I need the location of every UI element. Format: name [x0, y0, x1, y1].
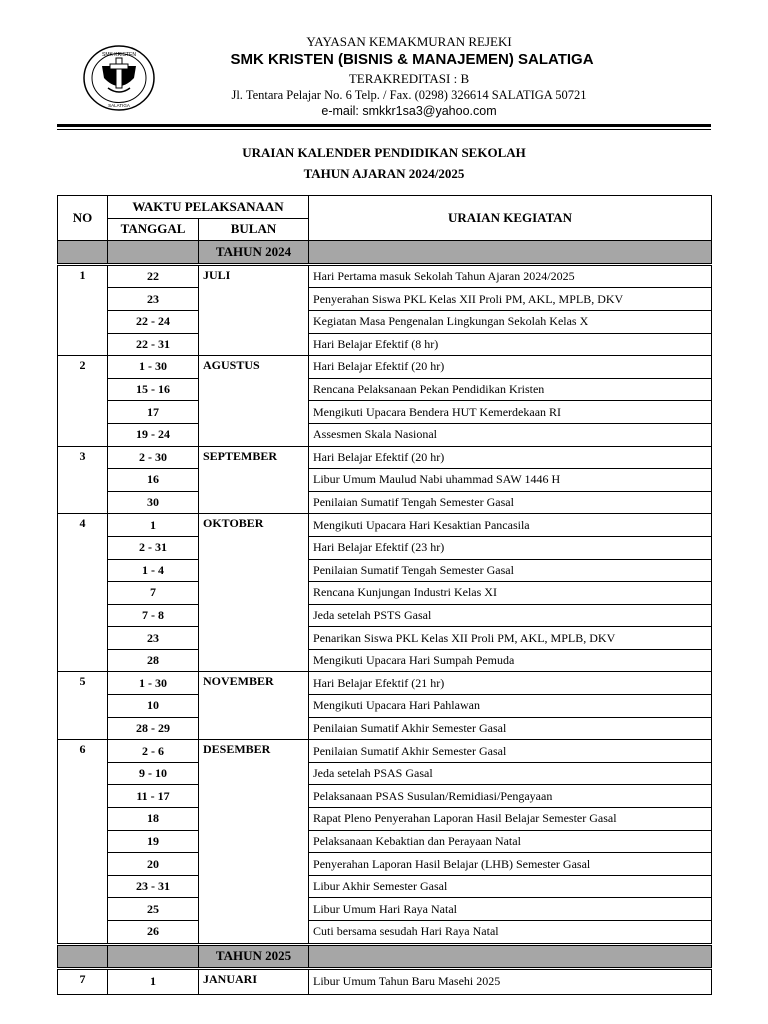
row-month: AGUSTUS: [199, 356, 309, 446]
row-activity: Hari Belajar Efektif (20 hr): [309, 446, 712, 469]
header-rule-thick: [57, 124, 711, 127]
row-date: 22 - 24: [108, 310, 199, 333]
email: e-mail: smkkr1sa3@yahoo.com: [321, 104, 497, 118]
table-row: [58, 717, 712, 740]
table-row: [58, 649, 712, 672]
table-row: [58, 536, 712, 559]
table-row: [58, 970, 712, 995]
header-tanggal: TANGGAL: [108, 218, 199, 241]
row-date: 28 - 29: [108, 717, 199, 740]
table-row: [58, 401, 712, 424]
table-row: [58, 672, 712, 695]
row-activity: Assesmen Skala Nasional: [309, 423, 712, 446]
row-activity: Hari Belajar Efektif (20 hr): [309, 356, 712, 379]
accreditation: TERAKREDITASI : B: [348, 71, 470, 86]
table-row: [58, 491, 712, 514]
row-number: 1: [58, 265, 108, 355]
table-row: [58, 604, 712, 627]
row-date: 1: [108, 970, 199, 995]
table-row: [58, 514, 712, 537]
row-date: 23: [108, 627, 199, 650]
row-date: 18: [108, 808, 199, 831]
row-activity: Mengikuti Upacara Hari Kesaktian Pancasila: [309, 514, 712, 537]
row-activity: Pelaksanaan Kebaktian dan Perayaan Natal: [309, 830, 712, 853]
header-bulan: BULAN: [199, 218, 309, 241]
row-date: 15 - 16: [108, 378, 199, 401]
row-month: SEPTEMBER: [199, 446, 309, 514]
row-date: 7 - 8: [108, 604, 199, 627]
row-month: NOVEMBER: [199, 672, 309, 740]
row-date: 20: [108, 853, 199, 876]
year-label: TAHUN 2025: [199, 945, 309, 968]
row-date: 25: [108, 898, 199, 921]
row-date: 26: [108, 921, 199, 944]
foundation-name: YAYASAN KEMAKMURAN REJEKI: [306, 34, 512, 49]
row-date: 28: [108, 649, 199, 672]
row-activity: Cuti bersama sesudah Hari Raya Natal: [309, 921, 712, 944]
header-no: NO: [58, 196, 108, 241]
table-row: [58, 265, 712, 288]
row-activity: Penyerahan Siswa PKL Kelas XII Proli PM, AKL, MPLB, DKV: [309, 288, 712, 311]
row-month: JULI: [199, 265, 309, 355]
row-activity: Hari Pertama masuk Sekolah Tahun Ajaran 2024/2025: [309, 265, 712, 288]
table-row: [58, 356, 712, 379]
row-activity: Penilaian Sumatif Tengah Semester Gasal: [309, 491, 712, 514]
row-month: JANUARI: [199, 970, 309, 995]
row-activity: Libur Umum Tahun Baru Masehi 2025: [309, 970, 712, 995]
row-date: 16: [108, 469, 199, 492]
row-date: 10: [108, 695, 199, 718]
row-date: 7: [108, 582, 199, 605]
row-activity: Penilaian Sumatif Akhir Semester Gasal: [309, 717, 712, 740]
row-number: 4: [58, 514, 108, 672]
table-row: [58, 559, 712, 582]
row-activity: Penarikan Siswa PKL Kelas XII Proli PM, AKL, MPLB, DKV: [309, 627, 712, 650]
row-date: 1 - 30: [108, 356, 199, 379]
table-row: [58, 853, 712, 876]
table-row: [58, 310, 712, 333]
table-row: [58, 740, 712, 763]
calendar-table: [57, 195, 712, 995]
row-date: 11 - 17: [108, 785, 199, 808]
row-date: 2 - 31: [108, 536, 199, 559]
row-date: 19: [108, 830, 199, 853]
row-activity: Pelaksanaan PSAS Susulan/Remidiasi/Pengayaan: [309, 785, 712, 808]
table-row: [58, 582, 712, 605]
row-date: 30: [108, 491, 199, 514]
row-date: 1 - 4: [108, 559, 199, 582]
year-label: TAHUN 2024: [199, 241, 309, 264]
row-date: 19 - 24: [108, 423, 199, 446]
row-activity: Penilaian Sumatif Tengah Semester Gasal: [309, 559, 712, 582]
table-row: [58, 762, 712, 785]
row-number: 7: [58, 970, 108, 995]
header-waktu: WAKTU PELAKSANAAN: [108, 196, 309, 219]
table-row: [58, 785, 712, 808]
row-activity: Hari Belajar Efektif (21 hr): [309, 672, 712, 695]
row-activity: Hari Belajar Efektif (23 hr): [309, 536, 712, 559]
address: Jl. Tentara Pelajar No. 6 Telp. / Fax. (0298) 326614 SALATIGA 50721: [231, 88, 587, 102]
row-number: 5: [58, 672, 108, 740]
row-date: 22 - 31: [108, 333, 199, 356]
row-date: 9 - 10: [108, 762, 199, 785]
row-activity: Libur Umum Maulud Nabi uhammad SAW 1446 H: [309, 469, 712, 492]
table-row: [58, 875, 712, 898]
table-row: [58, 808, 712, 831]
row-activity: Penyerahan Laporan Hasil Belajar (LHB) Semester Gasal: [309, 853, 712, 876]
table-row: [58, 830, 712, 853]
row-number: 2: [58, 356, 108, 446]
logo-text-bottom: SALATIGA: [108, 103, 130, 108]
table-row: [58, 695, 712, 718]
row-activity: Libur Akhir Semester Gasal: [309, 875, 712, 898]
row-number: 3: [58, 446, 108, 514]
row-date: 17: [108, 401, 199, 424]
year-row-2025: [58, 945, 712, 968]
row-date: 23 - 31: [108, 875, 199, 898]
year-row-2024: [58, 241, 712, 264]
row-activity: Rencana Pelaksanaan Pekan Pendidikan Kristen: [309, 378, 712, 401]
table-row: [58, 446, 712, 469]
row-activity: Libur Umum Hari Raya Natal: [309, 898, 712, 921]
row-activity: Mengikuti Upacara Hari Pahlawan: [309, 695, 712, 718]
table-row: [58, 378, 712, 401]
row-activity: Jeda setelah PSTS Gasal: [309, 604, 712, 627]
table-row: [58, 423, 712, 446]
logo-text-top: SMK KRISTEN: [102, 52, 136, 58]
table-row: [58, 921, 712, 944]
row-activity: Penilaian Sumatif Akhir Semester Gasal: [309, 740, 712, 763]
row-date: 1 - 30: [108, 672, 199, 695]
row-number: 6: [58, 740, 108, 943]
row-activity: Mengikuti Upacara Hari Sumpah Pemuda: [309, 649, 712, 672]
row-month: OKTOBER: [199, 514, 309, 672]
table-row: [58, 627, 712, 650]
header-uraian: URAIAN KEGIATAN: [309, 196, 712, 241]
document-title: URAIAN KALENDER PENDIDIKAN SEKOLAH: [242, 145, 526, 160]
row-date: 2 - 30: [108, 446, 199, 469]
row-date: 23: [108, 288, 199, 311]
row-activity: Kegiatan Masa Pengenalan Lingkungan Sekolah Kelas X: [309, 310, 712, 333]
table-row: [58, 288, 712, 311]
row-month: DESEMBER: [199, 740, 309, 943]
row-activity: Rencana Kunjungan Industri Kelas XI: [309, 582, 712, 605]
row-activity: Hari Belajar Efektif (8 hr): [309, 333, 712, 356]
header-rule-thin: [57, 129, 711, 130]
table-row: [58, 333, 712, 356]
row-activity: Jeda setelah PSAS Gasal: [309, 762, 712, 785]
row-activity: Rapat Pleno Penyerahan Laporan Hasil Belajar Semester Gasal: [309, 808, 712, 831]
table-row: [58, 898, 712, 921]
document-subtitle: TAHUN AJARAN 2024/2025: [303, 166, 465, 181]
row-date: 2 - 6: [108, 740, 199, 763]
row-date: 22: [108, 265, 199, 288]
row-activity: Mengikuti Upacara Bendera HUT Kemerdekaan RI: [309, 401, 712, 424]
row-date: 1: [108, 514, 199, 537]
table-row: [58, 469, 712, 492]
school-name: SMK KRISTEN (BISNIS & MANAJEMEN) SALATIGA: [230, 51, 594, 68]
